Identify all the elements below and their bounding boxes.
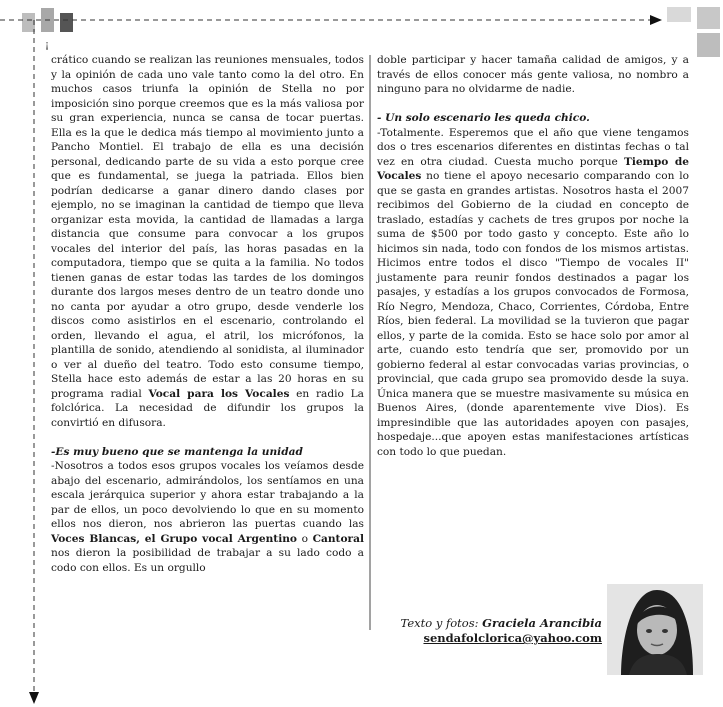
corner-mark: ¡ (45, 40, 50, 51)
text-column-1 (51, 53, 364, 575)
col2-heading: - Un solo escenario les queda chico. (377, 112, 590, 124)
col1-paragraph-1: crático cuando se realizan las reuniones mensuales, todos y la opinión de cada uno vale tanto como la del otro. En muchos casos triunfa la opinión de Stella no por imposición sino porque creemos que es la más valiosa por su gran experiencia, nunca se cansa de tocar puertas. Ella es la que le dedica más tiempo al movimiento junto a Pancho Montiel. El trabajo de ella es una decisión personal, dedicando parte de su vida a esto porque cree que es fundamental, se juega la patriada. Ellos bien podrían dedicarse a ganar dinero dando clases por ejemplo, no se imaginan la cantidad de tiempo que lleva organizar esta movida, la cantidad de llamadas a larga distancia que consume para convocar a los grupos vocales del interior del país, las horas pasadas en la computadora, tiempo que se quita a la familia. No todos tienen ganas de estar todas las tardes de los domingos durante dos largos meses dentro de un teatro donde uno no canta por ayudar a otro grupo, desde venderle los discos como asistirlos en el escenario, controlando el orden, llevando el agua, el atril, los micrófonos, la plantilla de sonido, atendiendo al sonidista, al iluminador o ver al dueño del teatro. Todo esto consume tiempo, Stella hace esto además de estar a las 20 horas en su programa radial Vocal para los Vocales en radio La folclórica. La necesidad de difundir los grupos la convirtió en difusora. (51, 54, 364, 429)
author-credit (380, 616, 602, 646)
col2-paragraph-1: doble participar y hacer tamaña calidad de amigos, y a través de ellos conocer más gente valiosa, no nombro a ninguno para no olvidarme de nadie. (377, 54, 689, 95)
col1-heading: -Es muy bueno que se mantenga la unidad (51, 445, 303, 458)
right-arrow-icon (650, 15, 662, 25)
col2-paragraph-2: -Totalmente. Esperemos que el año que viene tengamos dos o tres escenarios diferentes en distintas fechas o tal vez en otra ciudad. Cuesta mucho porque Tiempo de Vocales no tiene el apoyo necesario comparando con lo que se gasta en grandes artistas. Nosotros hasta el 2007 recibimos del Gobierno de la ciudad en concepto de traslado, estadías y cachets de tres grupos por noche la suma de $500 por todo gasto y concepto. Este año lo hicimos sin nada, todo con fondos de los mismos artistas. Hicimos entre todos el disco "Tiempo de vocales II" justamente para reunir fondos destinados a pagar los pasajes, y estadías a los grupos convocados de Formosa, Río Negro, Mendoza, Chaco, Corrientes, Córdoba, Entre Ríos, bien federal. La movilidad se la tuvieron que pagar ellos, y parte de la comida. Esto se hace solo por amor al arte, cuando esto tendría que ser, promovido por un gobierno federal al estar convocadas varias provincias, o provincial, que cada grupo sea promovido desde la suya. Única manera que se muestre masivamente su música en Buenos Aires, (donde aparentemente vive Dios). Es impresindible que las autoridades apoyen con pasajes, hospedaje...que apoyen estas manifestaciones artísticas con todo lo que puedan. (377, 126, 689, 458)
text-column-2 (377, 53, 689, 459)
credit-author: Graciela Arancibia (482, 616, 602, 630)
author-photo (607, 584, 703, 675)
author-email-link[interactable]: sendafolclorica@yahoo.com (423, 631, 602, 645)
col1-paragraph-2: -Nosotros a todos esos grupos vocales los veíamos desde abajo del escenario, admirándolos, los sentíamos en una escala jerárquica superior y ahora estar trabajando a la par de ellos, un poco devolviendo lo que en su momento ellos nos dieron, nos abrieron las puertas cuando las Voces Blancas, el Grupo vocal Argentino o Cantoral nos dieron la posibilidad de trabajar a su lado codo a codo con ellos. Es un orgullo (51, 460, 364, 574)
credit-label: Texto y fotos: (400, 616, 483, 630)
down-arrow-icon (29, 692, 39, 704)
